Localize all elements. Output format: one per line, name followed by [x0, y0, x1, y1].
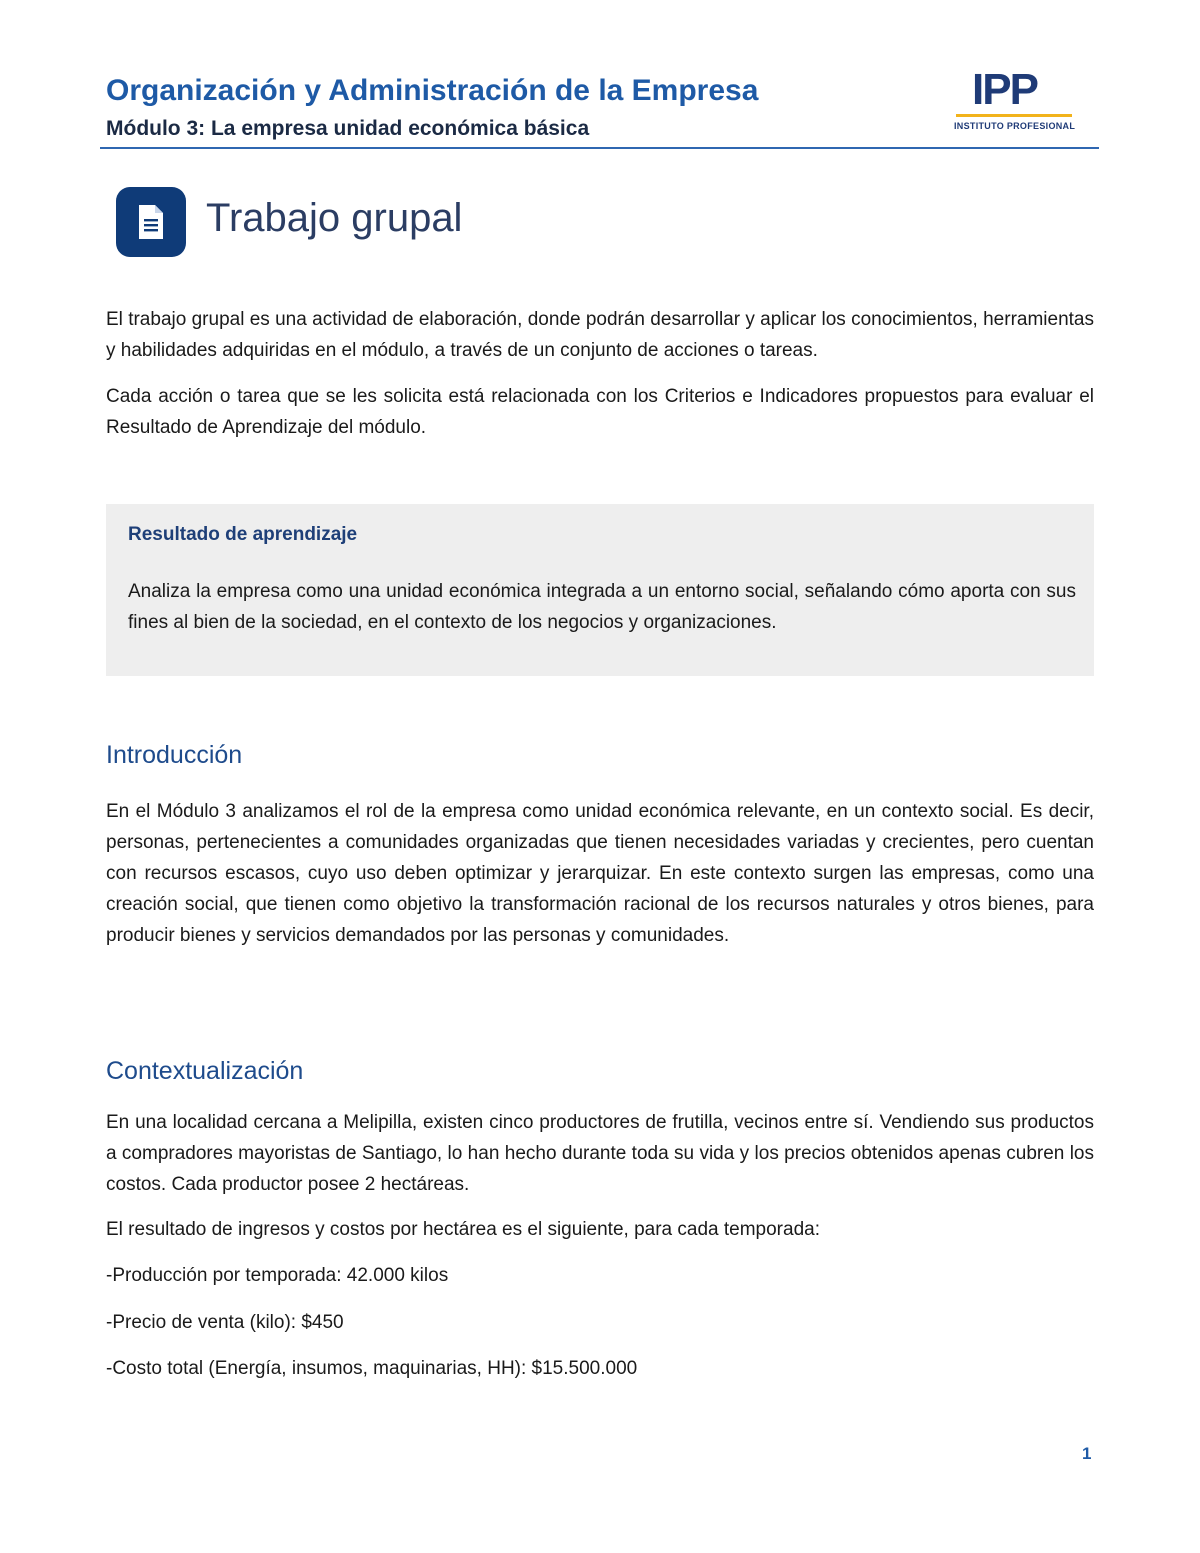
logo-subtitle: INSTITUTO PROFESIONAL [954, 121, 1076, 131]
outcome-text: Analiza la empresa como una unidad económica integrada a un entorno social, señalando cómo aporta con sus fines al bien de la sociedad, en el contexto de los negocios y organizaciones. [128, 581, 1076, 633]
introduction-heading: Introducción [106, 741, 243, 769]
list-item: -Precio de venta (kilo): $450 [106, 1312, 344, 1333]
logo-accent-bar [956, 114, 1072, 117]
module-title: Módulo 3: La empresa unidad económica básica [106, 117, 590, 140]
task-paragraph-1: El trabajo grupal es una actividad de elaboración, donde podrán desarrollar y aplicar los conocimientos, herramientas y habilidades adquiridas en el módulo, a través de un conjunto de acciones o tareas. [106, 309, 1094, 361]
task-title: Trabajo grupal [206, 196, 463, 240]
context-text: En una localidad cercana a Melipilla, existen cinco productores de frutilla, vecinos entre sí. Vendiendo sus productos a compradores mayoristas de Santiago, lo han hecho durante toda su vida y los precios obtenidos apenas cubren los costos. Cada productor posee 2 hectáreas. [106, 1112, 1094, 1195]
context-heading: Contextualización [106, 1057, 304, 1085]
course-title: Organización y Administración de la Empresa [106, 74, 759, 107]
logo-letters: IPP [972, 65, 1037, 114]
introduction-text: En el Módulo 3 analizamos el rol de la empresa como unidad económica relevante, en un contexto social. Es decir, personas, pertenecientes a comunidades organizadas que tienen necesidades variadas y crecientes, pero cuentan con recursos escasos, cuyo uso deben optimizar y jerarquizar. En este contexto surgen las empresas, como una creación social, que tienen como objetivo la transformación racional de los recursos naturales y otros bienes, para producir bienes y servicios demandados por las personas y comunidades. [106, 801, 1094, 946]
list-item: -Costo total (Energía, insumos, maquinarias, HH): $15.500.000 [106, 1358, 638, 1379]
page-number: 1 [1082, 1444, 1092, 1463]
context-lead: El resultado de ingresos y costos por hectárea es el siguiente, para cada temporada: [106, 1219, 820, 1240]
header-divider [100, 147, 1099, 149]
task-paragraph-2: Cada acción o tarea que se les solicita está relacionada con los Criterios e Indicadores propuestos para evaluar el Resultado de Aprendizaje del módulo. [106, 386, 1094, 438]
ipp-logo [950, 65, 1078, 134]
outcome-title: Resultado de aprendizaje [128, 524, 358, 545]
document-icon [116, 187, 186, 257]
list-item: -Producción por temporada: 42.000 kilos [106, 1265, 449, 1286]
learning-outcome-box [106, 504, 1094, 676]
